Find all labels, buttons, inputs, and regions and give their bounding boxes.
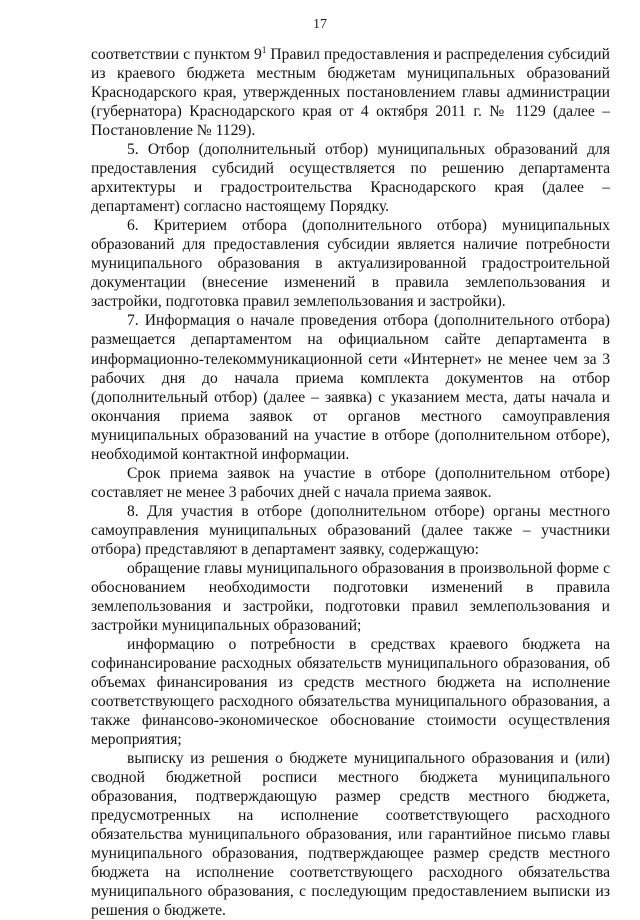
paragraph-text-rest: Правил предоставления и распределения субсидий из краевого бюджета местным бюджетам муниципальных образований Краснодарского края, утвержденных постановлением главы администрации (губернатора) Краснодарского края от 4 октября 2011 г. № 1129 (далее – Постановление № 1129). <box>91 46 611 140</box>
paragraph-requirement-extract: выписку из решения о бюджете муниципального образования и (или) сводной бюджетной росписи местного бюджета муниципального образования, подтверждающую размер средств местного бюджета, предусмотренных на исполнение соответствующего расходного обязательства муниципального образования, или гарантийное письмо главы муниципального образования, подтверждающее размер средств местного бюджета на исполнение соответствующего расходного обязательства муниципального образования, с последующим предоставлением выписки из решения о бюджете. <box>91 750 610 920</box>
paragraph-item-5: 5. Отбор (дополнительный отбор) муниципальных образований для предоставления субсидий осуществляется по решению департамента архитектуры и градостроительства Краснодарского края (далее – департамент) согласно настоящему Порядку. <box>91 141 610 216</box>
paragraph-item-7: 7. Информация о начале проведения отбора (дополнительного отбора) размещается департаментом на официальном сайте департамента в информационно-телекоммуникационной сети «Интернет» не менее чем за 3 рабочих дня до начала приема комплекта документов на отбор (дополнительный отбор) (далее – заявка) с указанием места, даты начала и окончания приема заявок от органов местного самоуправления муниципальных образований на участие в отборе (дополнительном отборе), необходимой контактной информации. <box>91 312 610 463</box>
paragraph-item-8: 8. Для участия в отборе (дополнительном отборе) органы местного самоуправления муниципальных образований (далее также – участники отбора) представляют в департамент заявку, содержащую: <box>91 502 610 558</box>
paragraph-requirement-information: информацию о потребности в средствах краевого бюджета на софинансирование расходных обязательств муниципального образования, об объемах финансирования из средств местного бюджета на исполнение соответствующего расходного обязательства муниципального образования, а также финансово-экономическое обоснование стоимости осуществления мероприятия; <box>91 635 610 749</box>
paragraph-item-6: 6. Критерием отбора (дополнительного отбора) муниципальных образований для предоставления субсидии является наличие потребности муниципального образования в актуализированной градостроительной документации (внесение изменений в правила землепользования и застройки, подготовка правил землепользования и застройки). <box>91 217 610 311</box>
paragraph-text-start: соответствии с пунктом 9 <box>91 46 262 63</box>
paragraph-continuation <box>91 45 610 140</box>
paragraph-application-deadline: Срок приема заявок на участие в отборе (дополнительном отборе) составляет не менее 3 рабочих дней с начала приема заявок. <box>91 464 610 501</box>
document-body <box>91 45 610 920</box>
page-number: 17 <box>313 17 327 32</box>
paragraph-requirement-appeal: обращение главы муниципального образования в произвольной форме с обоснованием необходимости подготовки изменений в правила землепользования и застройки, подготовки правил землепользования и застройки муниципальных образований; <box>91 559 610 634</box>
footnote-superscript: 1 <box>261 44 267 55</box>
